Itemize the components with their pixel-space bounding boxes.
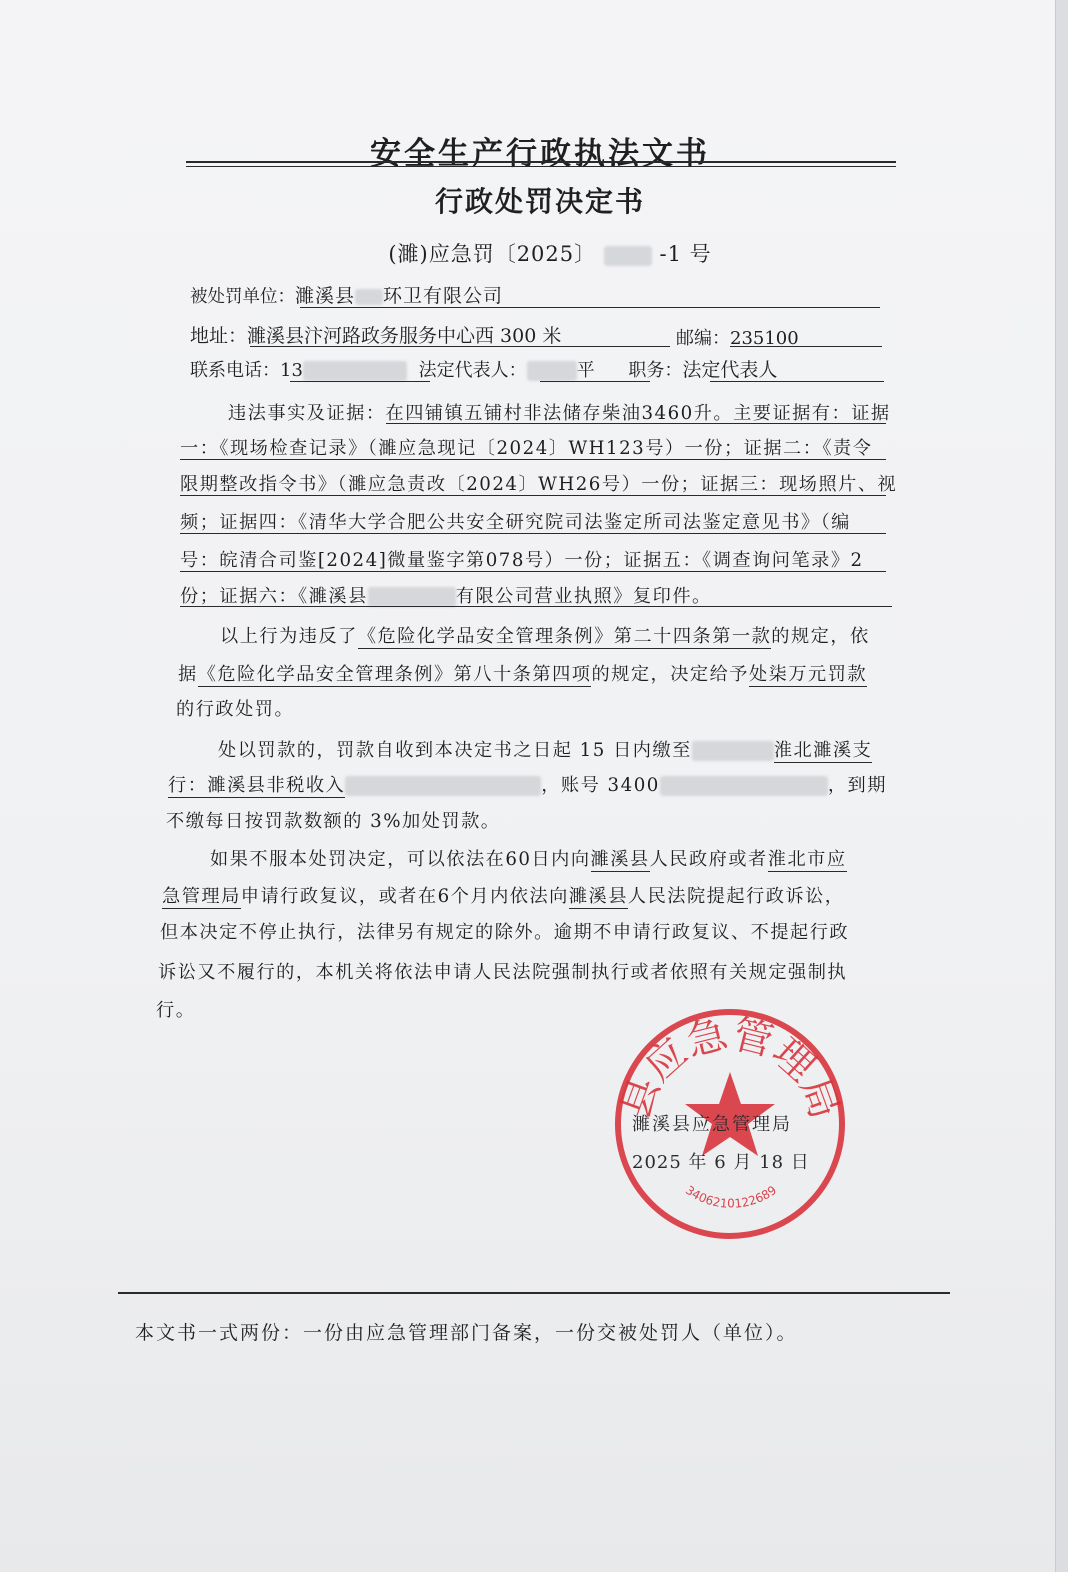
facts-line-6: 份；证据六：《濉溪县 有限公司营业执照》复印件。 <box>180 586 712 607</box>
unit-row: 被处罚单位：濉溪县 环卫有限公司 <box>190 285 504 307</box>
payment-line-1: 处以罚款的，罚款自收到本决定书之日起 15 日内缴至 淮北濉溪支 <box>218 740 873 761</box>
facts-line-3: 限期整改指令书》（濉应急责改〔2024〕WH26号）一份；证据三：现场照片、视 <box>180 474 898 495</box>
redacted-bank <box>692 741 774 761</box>
violation-line-1: 以上行为违反了《危险化学品安全管理条例》第二十四条第一款的规定，依 <box>220 626 870 647</box>
redacted-phone <box>303 361 407 381</box>
appeal-line-3: 但本决定不停止执行，法律另有规定的除外。逾期不申请行政复议、不提起行政 <box>160 922 850 943</box>
appeal-line-2: 急管理局申请行政复议，或者在6个月内依法向濉溪县人民法院提起行政诉讼， <box>162 886 845 907</box>
redacted-account-name <box>345 776 541 796</box>
facts-line-1: 违法事实及证据：在四铺镇五铺村非法储存柴油3460升。主要证据有：证据 <box>228 403 891 424</box>
footer-rule <box>118 1292 950 1294</box>
seal-number: 3406210122689 <box>682 1182 780 1211</box>
facts-line-5: 号：皖清合司鉴[2024]微量鉴字第078号）一份；证据五：《调查询问笔录》2 <box>180 550 864 571</box>
document-subtitle: 行政处罚决定书 <box>434 185 645 218</box>
seal-ring-text: 县应急管理局 <box>612 1011 848 1125</box>
document-title: 安全生产行政执法文书 <box>370 136 710 172</box>
redacted-number <box>604 246 652 266</box>
title-rule-top <box>186 161 896 163</box>
redacted-company <box>355 289 383 305</box>
facts-line-2: 一：《现场检查记录》（濉应急现记〔2024〕WH123号）一份；证据二：《责令 <box>180 438 873 459</box>
underlying-page-edge <box>1055 0 1068 1572</box>
appeal-line-4: 诉讼又不履行的，本机关将依法申请人民法院强制执行或者依照有关规定强制执 <box>158 962 848 983</box>
violation-line-3: 的行政处罚。 <box>176 699 295 720</box>
address-row: 地址：濉溪县汴河路政务服务中心西 300 米 <box>190 325 562 347</box>
violation-line-2: 据《危险化学品安全管理条例》第八十条第四项的规定，决定给予处柒万元罚款 <box>178 664 868 685</box>
document-number: (濉)应急罚〔2025〕 -1 号 <box>388 242 712 266</box>
payment-line-3: 不缴每日按罚款数额的 3%加处罚款。 <box>166 811 501 832</box>
postcode-row: 邮编：235100 <box>676 328 799 349</box>
issue-date: 2025 年 6 月 18 日 <box>632 1152 810 1173</box>
title-rule-bottom <box>186 166 896 167</box>
contact-row: 联系电话：13 法定代表人： 平 职务：法定代表人 <box>190 359 778 381</box>
redacted-company-2 <box>368 587 456 607</box>
issuing-authority: 濉溪县应急管理局 <box>632 1114 792 1135</box>
facts-line-4: 频；证据四：《清华大学合肥公共安全研究院司法鉴定所司法鉴定意见书》（编 <box>180 512 851 533</box>
appeal-line-1: 如果不服本处罚决定，可以依法在60日内向濉溪县人民政府或者淮北市应 <box>210 849 847 870</box>
redacted-account-number <box>660 776 828 796</box>
redacted-name <box>527 361 577 381</box>
footer-note: 本文书一式两份：一份由应急管理部门备案，一份交被处罚人（单位）。 <box>135 1322 798 1344</box>
payment-line-2: 行：濉溪县非税收入 ，账号 3400 ，到期 <box>168 775 887 796</box>
appeal-line-5: 行。 <box>156 1000 196 1021</box>
